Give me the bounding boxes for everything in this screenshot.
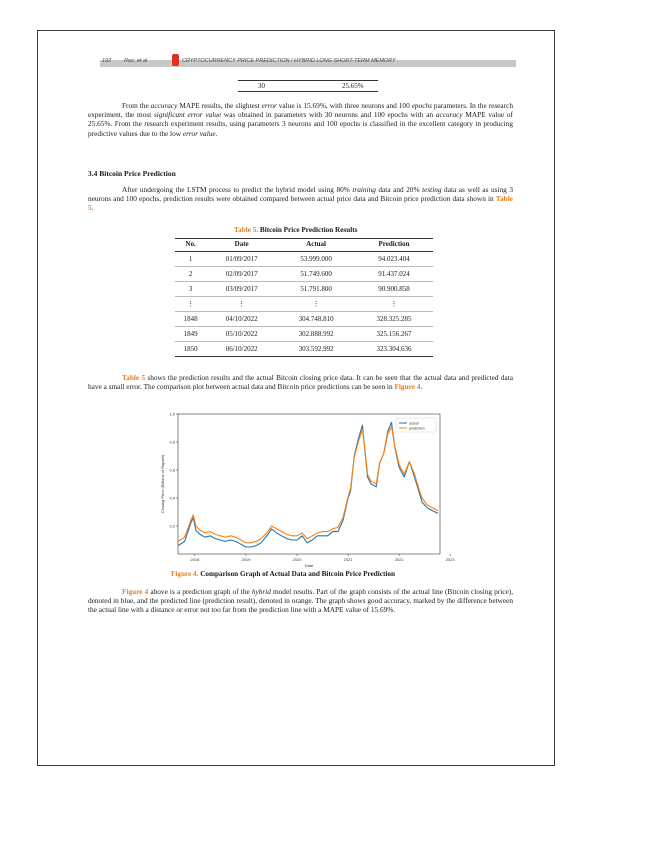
paragraph-figure-discussion: Figure 4 above is a prediction graph of the hybrid model results. Part of the graph consists of the actual line (Bitcoin closing price), denoted in blue, and the predicted line (prediction result), denoted in orange. The graph shows good accuracy, marked by the difference between the actual line with a distance or error not too far from the prediction line with a MAPE value of 15.69%. [88, 587, 514, 615]
paragraph-lstm-process: After undergoing the LSTM process to predict the hybrid model using 80% training data and 20% testing data as well as using 3 neurons and 100 epochs, prediction results were obtained compared between actual price data and Bitcoin price prediction data shown in Table 5. [88, 185, 514, 213]
cell-no: 3 [175, 282, 206, 297]
previous-table-rule [238, 80, 378, 81]
cell-date: 06/10/2022 [206, 342, 277, 357]
cell-date: 05/10/2022 [206, 327, 277, 342]
table-row [175, 252, 433, 267]
paragraph-mape-results: From the accuracy MAPE results, the slightest error value is 15.69%, with three neurons and 100 epochs parameters. In the research experiment, the most significant error value was obtained in parameters with 30 neurons and 100 epochs with an accuracy MAPE value of 25.65%. From the research experiment results, using parameters 3 neurons and 100 epochs is classified in the excellent category in producing predictive values due to the low error value. [88, 101, 513, 138]
cell-no: 1849 [175, 327, 206, 342]
table-row [175, 282, 433, 297]
x-tick-label: 2019 [241, 557, 251, 562]
cell-no: 1850 [175, 342, 206, 357]
header-prediction: Prediction [355, 239, 433, 252]
cell-actual: 304.748.810 [277, 312, 355, 327]
y-tick-label: 1.0 [169, 411, 175, 417]
table-row [175, 327, 433, 342]
cell-no: 2 [175, 267, 206, 282]
cell-date: 04/10/2022 [206, 312, 277, 327]
figure-4-link[interactable]: Figure 4 [122, 587, 149, 596]
table-5-link[interactable]: Table 5 [122, 373, 146, 382]
x-tick-label: 2021 [343, 557, 353, 562]
header-actual: Actual [277, 239, 355, 252]
cell-actual: 51.791.800 [277, 282, 355, 297]
figure-4-chart [158, 408, 455, 568]
x-tick-label: 2023 [445, 557, 455, 562]
table-5-link[interactable]: Table 5 [88, 194, 513, 213]
legend-label-prediction: prediction [409, 426, 425, 431]
cell-prediction: 91.437.024 [355, 267, 433, 282]
y-axis-label: Closing Price (Billions of Rupiah) [160, 454, 165, 514]
section-heading: 3.4 Bitcoin Price Prediction [88, 169, 176, 178]
cell-no: 1 [175, 252, 206, 267]
cell-prediction: 90.900.858 [355, 282, 433, 297]
table-row-ellipsis [175, 297, 433, 312]
y-tick-label: 0.2 [169, 523, 175, 529]
x-tick-label: 2018 [190, 557, 200, 562]
cell-actual: ⋮ [277, 297, 355, 312]
running-title: CRYPTOCURRENCY PRICE PREDICTION / HYBRID LONG SHORT-TERM MEMORY . [182, 58, 399, 64]
cell-date: 01/09/2017 [206, 252, 277, 267]
y-tick-label: 0.8 [169, 439, 175, 445]
paragraph-table-discussion: Table 5 shows the prediction results and the actual Bitcoin closing price data. It can be seen that the actual data and predicted data have a small error. The comparison plot between actual data and Bitcoin price predictions can be seen in Figure 4. [88, 373, 513, 392]
cell-prediction: 323.304.636 [355, 342, 433, 357]
cell-prediction: 328.325.285 [355, 312, 433, 327]
cell-actual: 302.888.992 [277, 327, 355, 342]
cell-prediction: ⋮ [355, 297, 433, 312]
cell-no: ⋮ [175, 297, 206, 312]
prediction-results-table [175, 238, 433, 357]
series-line-prediction [178, 427, 438, 543]
cell-actual: 53.999.000 [277, 252, 355, 267]
cell-prediction: 94.023.404 [355, 252, 433, 267]
cell-date: ⋮ [206, 297, 277, 312]
header-author: Rez. et al [124, 58, 148, 64]
plot-frame [178, 414, 440, 554]
chart-svg [158, 408, 455, 568]
cell-no: 1848 [175, 312, 206, 327]
previous-table-bottom-rule [238, 91, 378, 92]
page-border [37, 30, 555, 766]
cell-actual: 51.749.600 [277, 267, 355, 282]
table-row [175, 342, 433, 357]
table-row [175, 312, 433, 327]
header-date: Date [206, 239, 277, 252]
previous-table-mape: 25.65% [342, 82, 364, 90]
series-line-actual [178, 422, 438, 547]
header-marker [172, 54, 179, 66]
table-5-caption: Table 5. Bitcoin Price Prediction Results [234, 226, 358, 234]
cell-date: 03/09/2017 [206, 282, 277, 297]
x-tick-label: 2020 [292, 557, 302, 562]
cell-actual: 303.592.992 [277, 342, 355, 357]
page-number: 192 [102, 58, 112, 64]
x-axis-label: Date [304, 563, 314, 568]
figure-4-link[interactable]: Figure 4 [394, 382, 421, 392]
y-tick-label: 0.4 [169, 495, 175, 501]
table-row [175, 267, 433, 282]
figure-4-caption: Figure 4. Comparison Graph of Actual Data and Bitcoin Price Prediction [171, 570, 395, 578]
y-tick-label: 0.6 [169, 467, 175, 473]
x-tick-label: 2022 [394, 557, 404, 562]
previous-table-neurons: 30 [258, 82, 265, 90]
legend-label-actual: actual [409, 421, 419, 426]
table-header-row [175, 239, 433, 252]
header-no: No. [175, 239, 206, 252]
cell-prediction: 325.156.267 [355, 327, 433, 342]
cell-date: 02/09/2017 [206, 267, 277, 282]
